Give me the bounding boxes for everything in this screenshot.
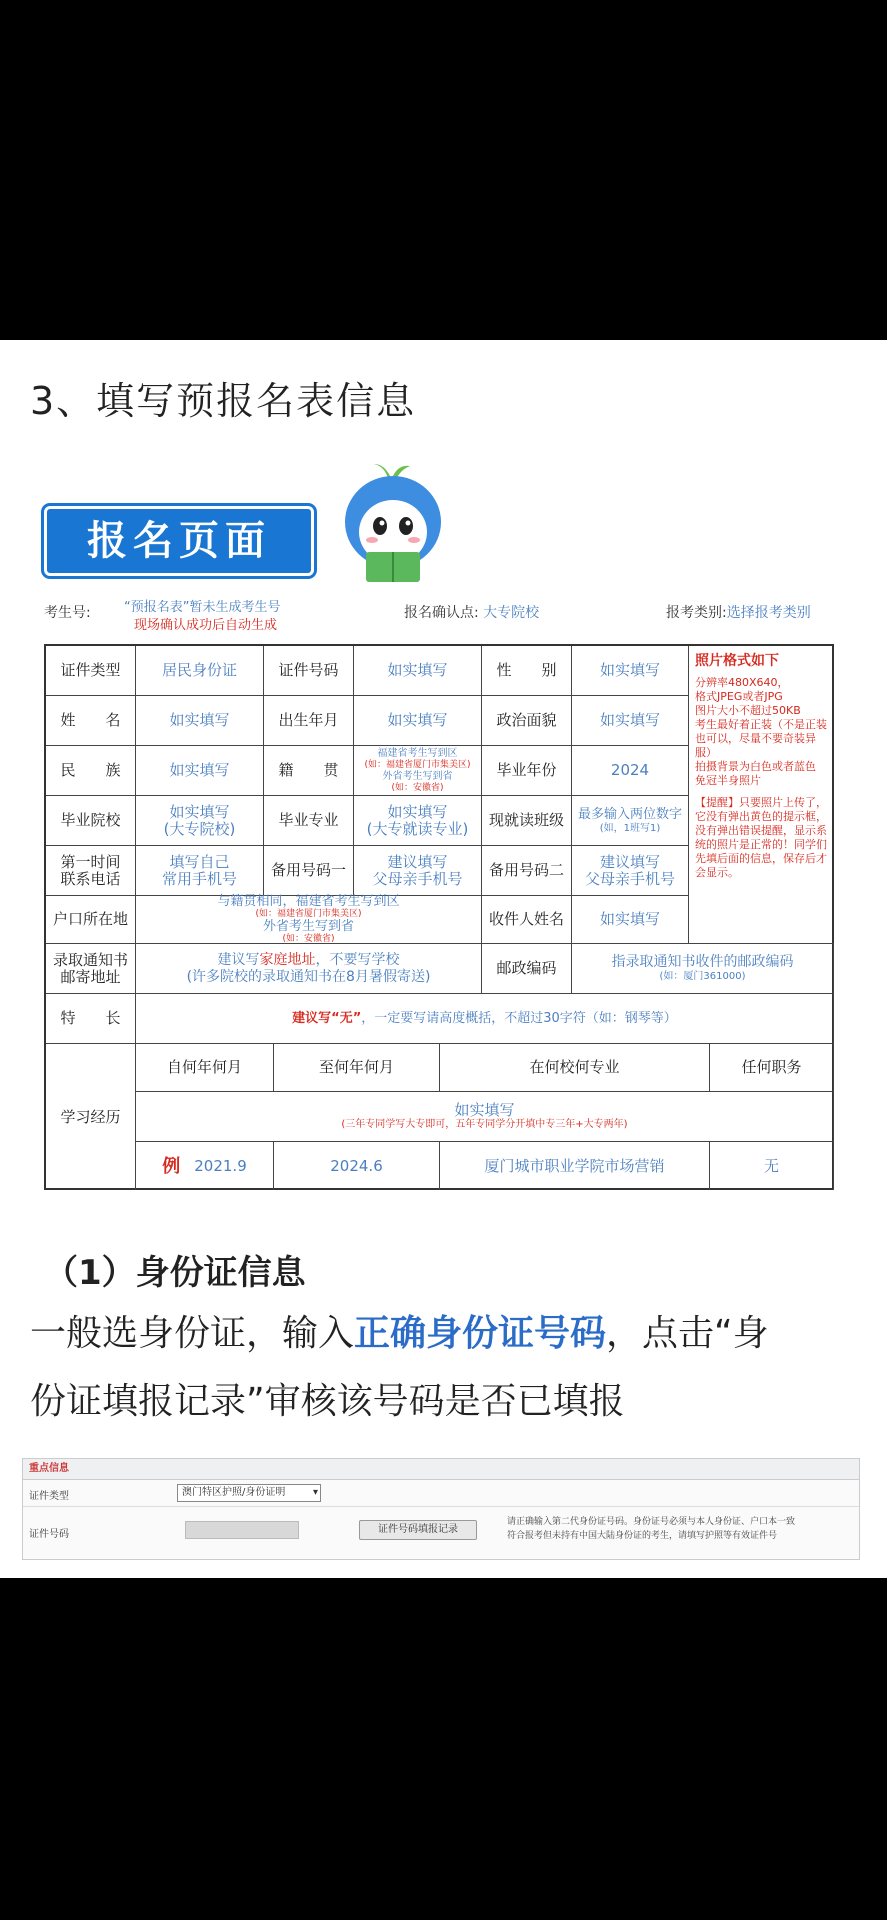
- col-school: 在何校何专业: [440, 1044, 710, 1092]
- id-hint-1: 请正确输入第二代身份证号码。身份证号必须与本人身份证、户口本一致: [507, 1517, 796, 1527]
- zip-value[interactable]: [572, 944, 834, 994]
- col-to: 至何年何月: [274, 1044, 440, 1092]
- hukou-line-3: 外省考生写到省: [262, 918, 354, 934]
- subheading: （1）身份证信息: [44, 1253, 306, 1293]
- phone-line-1: 填写自己: [169, 852, 230, 871]
- native-line-4: (如：安徽省): [391, 782, 444, 793]
- native-line-2: (如：福建省厦门市集美区): [364, 759, 471, 770]
- politics-value[interactable]: 如实填写: [572, 696, 689, 746]
- ethnic-value[interactable]: 如实填写: [136, 746, 264, 796]
- class-line-2: (如，1班写1): [599, 823, 661, 834]
- mascot-illustration: [338, 460, 448, 590]
- receiver-value[interactable]: 如实填写: [572, 896, 689, 944]
- example-school: 厦门城市职业学院市场营销: [440, 1142, 710, 1190]
- backup-2-line-2: 父母亲手机号: [584, 869, 675, 888]
- backup-1-line-1: 建议填写: [387, 852, 448, 871]
- native-line-1: 福建省考生写到区: [377, 747, 458, 759]
- id-type-select-value: 澳门特区护照/身份证明: [182, 1487, 286, 1498]
- backup-phone-2-label: 备用号码二: [482, 846, 572, 896]
- grad-year-label: 毕业年份: [482, 746, 572, 796]
- class-label: 现就读班级: [482, 796, 572, 846]
- mail-label-1: 录取通知书: [52, 950, 128, 969]
- id-no-label: 证件号码: [264, 646, 354, 696]
- ethnic-label: 民 族: [46, 746, 136, 796]
- photo-line-2: 格式JPEG或者JPG: [695, 690, 783, 703]
- photo-line-6: 免冠半身照片: [695, 774, 761, 787]
- example-mark: 例: [162, 1155, 181, 1177]
- chevron-down-icon: ▾: [312, 1487, 318, 1498]
- photo-line-4: 考生最好着正装（不是正装也可以，尽量不要奇装异服）: [695, 718, 827, 759]
- mail-address-value[interactable]: [136, 944, 482, 994]
- exam-no-note-2: 现场确认成功后自动生成: [134, 618, 278, 633]
- grad-year-value[interactable]: 2024: [572, 746, 689, 796]
- major-value[interactable]: [354, 796, 482, 846]
- photo-tip: 【提醒】只要照片上传了，它没有弹出黄色的提示框，没有弹出错误提醒，显示系统的照片是正常的！同学们先填后面的信息，保存后才会显示。: [695, 796, 827, 879]
- type-label: 证件类型: [29, 1491, 69, 1502]
- hukou-line-4: (如：安徽省): [282, 933, 335, 944]
- school-value[interactable]: [136, 796, 264, 846]
- backup-1-line-2: 父母亲手机号: [372, 869, 463, 888]
- school-line-2: (大专院校): [163, 819, 236, 838]
- native-value[interactable]: [354, 746, 482, 796]
- example-from: [136, 1142, 274, 1190]
- paragraph-line-1: 一般选身份证，输入正确身份证号码，点击“身: [30, 1313, 769, 1354]
- gender-label: 性 别: [482, 646, 572, 696]
- zip-line-1: 指录取通知书收件的邮政编码: [611, 954, 794, 970]
- skill-label: 特 长: [46, 994, 136, 1044]
- id-record-button[interactable]: 证件号码填报记录: [359, 1520, 477, 1540]
- study-note: (三年专同学写大专即可，五年专同学分开填中专三年+大专两年): [341, 1119, 628, 1130]
- politics-label: 政治面貌: [482, 696, 572, 746]
- skill-hint-red: 建议写“无”: [292, 1011, 362, 1026]
- study-fill[interactable]: [136, 1092, 834, 1142]
- major-line-1: 如实填写: [387, 802, 448, 821]
- id-type-select[interactable]: [177, 1484, 321, 1502]
- zip-label: 邮政编码: [482, 944, 572, 994]
- id-type-label: 证件类型: [46, 646, 136, 696]
- hukou-label: 户口所在地: [46, 896, 136, 944]
- gender-value[interactable]: 如实填写: [572, 646, 689, 696]
- exam-no-label: 考生号:: [44, 605, 91, 621]
- receiver-label: 收件人姓名: [482, 896, 572, 944]
- id-number-input[interactable]: [185, 1521, 299, 1539]
- birth-value[interactable]: 如实填写: [354, 696, 482, 746]
- number-label: 证件号码: [29, 1529, 69, 1540]
- photo-line-1: 分辨率480X640，: [695, 676, 789, 689]
- photo-line-5: 拍摄背景为白色或者蓝色: [695, 760, 816, 773]
- section-title: 3、填写预报名表信息: [30, 379, 417, 423]
- example-duty: 无: [710, 1142, 834, 1190]
- skill-hint: ，一定要写请高度概括，不超过30字符（如：钢琴等）: [361, 1011, 677, 1026]
- class-value[interactable]: [572, 796, 689, 846]
- native-label: 籍 贯: [264, 746, 354, 796]
- exam-no-note: “预报名表”暂未生成考生号: [124, 600, 281, 615]
- id-no-value[interactable]: 如实填写: [354, 646, 482, 696]
- page-content: [0, 340, 887, 1578]
- mail-line-2: (许多院校的录取通知书在8月暑假寄送): [186, 968, 431, 985]
- id-type-value[interactable]: 居民身份证: [136, 646, 264, 696]
- name-value[interactable]: 如实填写: [136, 696, 264, 746]
- hukou-value[interactable]: [136, 893, 482, 944]
- registration-form: [44, 644, 834, 1190]
- paragraph-line-2: 份证填报记录”审核该号码是否已填报: [30, 1381, 625, 1422]
- id-hint-2: 符合报考但未持有中国大陆身份证的考生，请填写护照等有效证件号: [507, 1531, 778, 1541]
- example-to: 2024.6: [274, 1142, 440, 1190]
- name-label: 姓 名: [46, 696, 136, 746]
- photo-title: 照片格式如下: [695, 653, 779, 669]
- study-fill-text: 如实填写: [454, 1101, 515, 1119]
- exam-type: 报考类别:选择报考类别: [666, 605, 811, 621]
- photo-line-3: 图片大小不超过50KB: [695, 704, 801, 717]
- school-label: 毕业院校: [46, 796, 136, 846]
- skill-value[interactable]: [136, 994, 834, 1044]
- id-hint: [507, 1515, 853, 1543]
- example-from-text: 2021.9: [194, 1156, 247, 1175]
- backup-phone-2-value[interactable]: [572, 846, 689, 896]
- screenshot-bar: 重点信息: [23, 1459, 859, 1480]
- phone-label-1: 第一时间: [60, 852, 121, 871]
- school-line-1: 如实填写: [169, 802, 230, 821]
- col-from: 自何年何月: [136, 1044, 274, 1092]
- backup-phone-1-label: 备用号码一: [264, 846, 354, 896]
- class-line-1: 最多输入两位数字: [577, 807, 682, 822]
- mail-label-2: 邮寄地址: [60, 967, 121, 986]
- photo-requirements: [689, 646, 834, 944]
- col-duty: 任何职务: [710, 1044, 834, 1092]
- native-line-3: 外省考生写到省: [382, 770, 453, 782]
- birth-label: 出生年月: [264, 696, 354, 746]
- backup-phone-1-value[interactable]: [354, 846, 482, 896]
- major-label: 毕业专业: [264, 796, 354, 846]
- phone-label: [46, 846, 136, 896]
- zip-line-2: (如：厦门361000): [659, 971, 746, 982]
- screenshot-number-row: [23, 1507, 859, 1558]
- backup-2-line-1: 建议填写: [599, 852, 660, 871]
- mail-address-label: [46, 944, 136, 994]
- banner-text: 报名页面: [87, 518, 271, 564]
- study-label: 学习经历: [46, 1044, 136, 1190]
- phone-label-2: 联系电话: [60, 869, 121, 888]
- hukou-line-2: (如：福建省厦门市集美区): [255, 908, 362, 919]
- major-line-2: (大专就读专业): [366, 819, 469, 838]
- screenshot-type-row: [23, 1480, 859, 1507]
- id-form-screenshot: [22, 1458, 860, 1560]
- confirm-point: 报名确认点: 大专院校: [404, 605, 540, 621]
- hukou-line-1: 与籍贯相同，福建省考生写到区: [217, 893, 400, 909]
- phone-value[interactable]: [136, 846, 264, 896]
- phone-line-2: 常用手机号: [161, 869, 237, 888]
- registration-banner: [44, 506, 314, 576]
- mail-line-1: 建议写家庭地址，不要写学校: [217, 951, 400, 968]
